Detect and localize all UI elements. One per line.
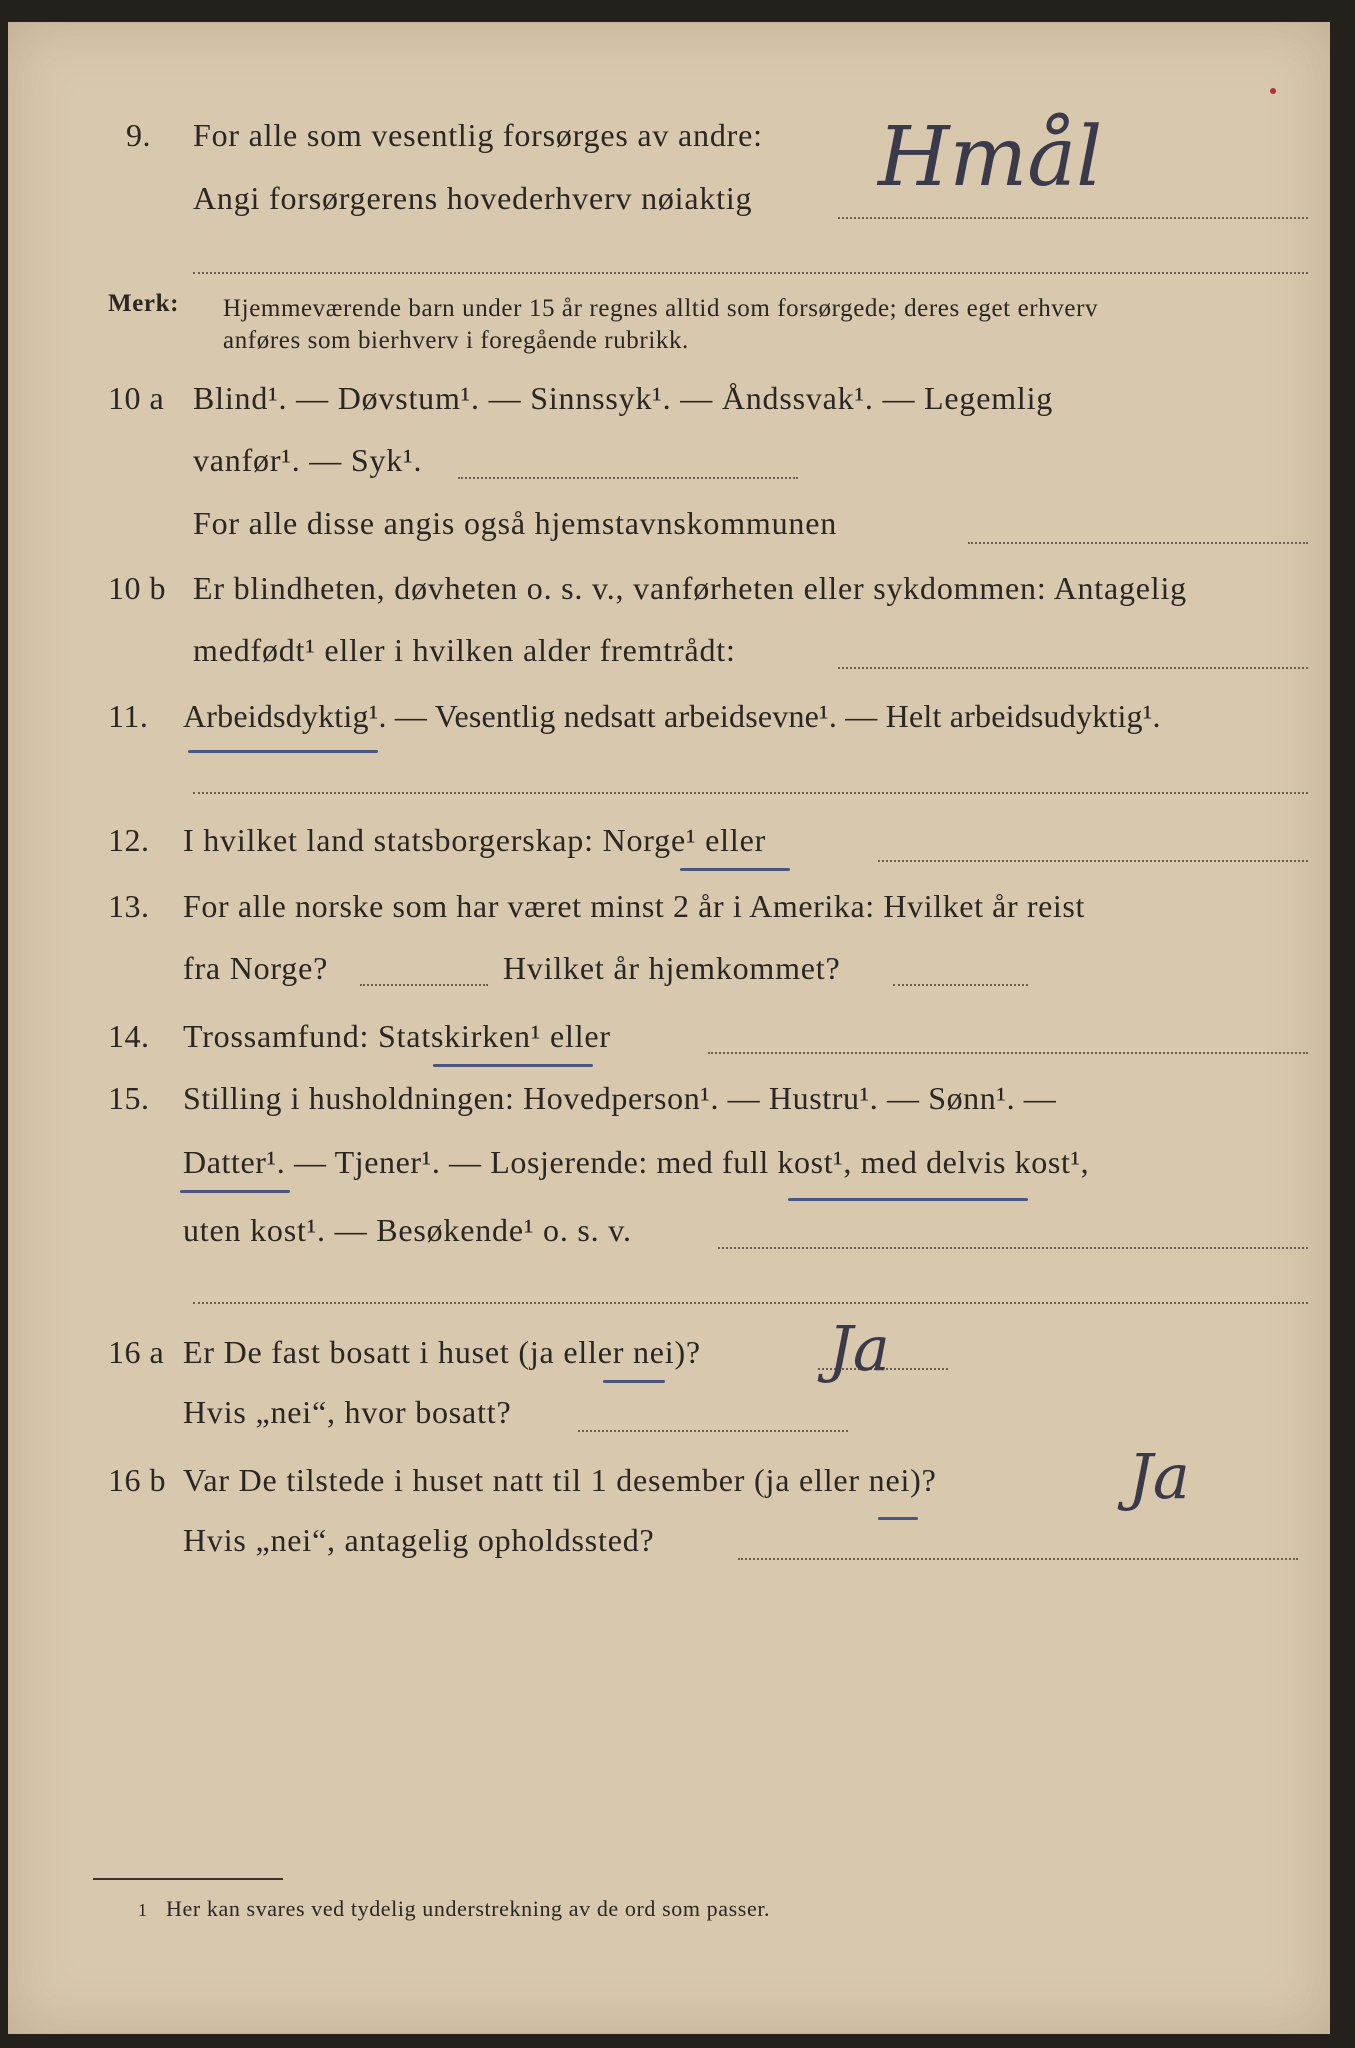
q12-number: 12. xyxy=(108,822,150,858)
q12-line1: I hvilket land statsborgerskap: Norge¹ eller xyxy=(183,822,767,858)
q16b-line2: Hvis „nei“, antagelig opholdssted? xyxy=(183,1522,655,1558)
merk-line2: anføres som bierhverv i foregående rubrikk. xyxy=(223,327,689,354)
q16b-line1: Var De tilstede i huset natt til 1 desember (ja eller nei)? xyxy=(183,1462,937,1498)
q11-number: 11. xyxy=(108,698,149,734)
ink-spot xyxy=(1270,88,1276,94)
q12-underline-mark xyxy=(680,868,790,871)
q14-answer-line xyxy=(708,1052,1308,1054)
q15-line3: uten kost¹. — Besøkende¹ o. s. v. xyxy=(183,1212,632,1248)
q10a-answer-line xyxy=(458,477,798,479)
q11-extra-line xyxy=(193,792,1308,794)
q11-line1: Arbeidsdyktig¹. — Vesentlig nedsatt arbeidsevne¹. — Helt arbeidsudyktig¹. xyxy=(183,698,1161,734)
q9-line2: Angi forsørgerens hovederhverv nøiaktig xyxy=(193,180,753,216)
q15-line2: Datter¹. — Tjener¹. — Losjerende: med full kost¹, med delvis kost¹, xyxy=(183,1144,1090,1180)
q13-line2b: Hvilket år hjemkommet? xyxy=(503,950,841,986)
q16b-underline-ja xyxy=(878,1517,918,1520)
footnote-mark: 1 xyxy=(138,1900,148,1920)
q15-line1: Stilling i husholdningen: Hovedperson¹. — Hustru¹. — Sønn¹. — xyxy=(183,1080,1057,1116)
q11-underline-mark xyxy=(188,750,378,753)
q15-number: 15. xyxy=(108,1080,150,1116)
q9-extra-line xyxy=(193,272,1308,274)
q16a-line2: Hvis „nei“, hvor bosatt? xyxy=(183,1394,512,1430)
q15-answer-line xyxy=(718,1247,1308,1249)
q16a-bosatt-line xyxy=(578,1430,848,1432)
merk-label: Merk: xyxy=(108,290,180,317)
q10b-line1: Er blindheten, døvheten o. s. v., vanførheten eller sykdommen: Antagelig xyxy=(193,570,1187,606)
q13-number: 13. xyxy=(108,888,150,924)
q16b-number: 16 b xyxy=(108,1462,166,1498)
q10a-line1: Blind¹. — Døvstum¹. — Sinnssyk¹. — Åndssvak¹. — Legemlig xyxy=(193,380,1054,416)
q16a-handwritten-answer: Ja xyxy=(828,1312,890,1385)
q12-answer-line xyxy=(878,860,1308,862)
q13-reist-line xyxy=(360,984,488,986)
q9-number: 9. xyxy=(126,117,151,153)
q9-answer-line xyxy=(838,217,1308,219)
q10a-line2: vanfør¹. — Syk¹. xyxy=(193,442,423,478)
q15-extra-line xyxy=(193,1302,1308,1304)
q9-line1: For alle som vesentlig forsørges av andre: xyxy=(193,117,763,153)
q14-line1: Trossamfund: Statskirken¹ eller xyxy=(183,1018,611,1054)
q16a-line1: Er De fast bosatt i huset (ja eller nei)? xyxy=(183,1334,701,1370)
q10b-answer-line xyxy=(838,667,1308,669)
q13-line2a: fra Norge? xyxy=(183,950,329,986)
q16a-number: 16 a xyxy=(108,1334,165,1370)
q15-underline-datter xyxy=(180,1190,290,1193)
q16b-answer-line xyxy=(738,1558,1298,1560)
merk-line1: Hjemmeværende barn under 15 år regnes alltid som forsørgede; deres eget erhverv xyxy=(223,295,1099,322)
footnote-rule xyxy=(93,1878,283,1880)
q9-handwritten-answer: Hmål xyxy=(878,110,1103,205)
q16b-handwritten-answer: Ja xyxy=(1128,1440,1190,1513)
q10a-kommune-line xyxy=(968,542,1308,544)
q13-hjemkommet-line xyxy=(893,984,1028,986)
q13-line1: For alle norske som har været minst 2 år i Amerika: Hvilket år reist xyxy=(183,888,1085,924)
q16a-underline-ja xyxy=(603,1380,665,1383)
census-form-page xyxy=(8,22,1330,2034)
footnote-text: Her kan svares ved tydelig understrekning av de ord som passer. xyxy=(166,1896,771,1921)
q15-underline-full-kost xyxy=(788,1198,1028,1201)
q14-number: 14. xyxy=(108,1018,150,1054)
q10a-line3: For alle disse angis også hjemstavnskommunen xyxy=(193,505,838,541)
q14-underline-mark xyxy=(433,1064,593,1067)
q10b-line2: medfødt¹ eller i hvilken alder fremtrådt: xyxy=(193,632,736,668)
q10a-number: 10 a xyxy=(108,380,165,416)
q10b-number: 10 b xyxy=(108,570,166,606)
